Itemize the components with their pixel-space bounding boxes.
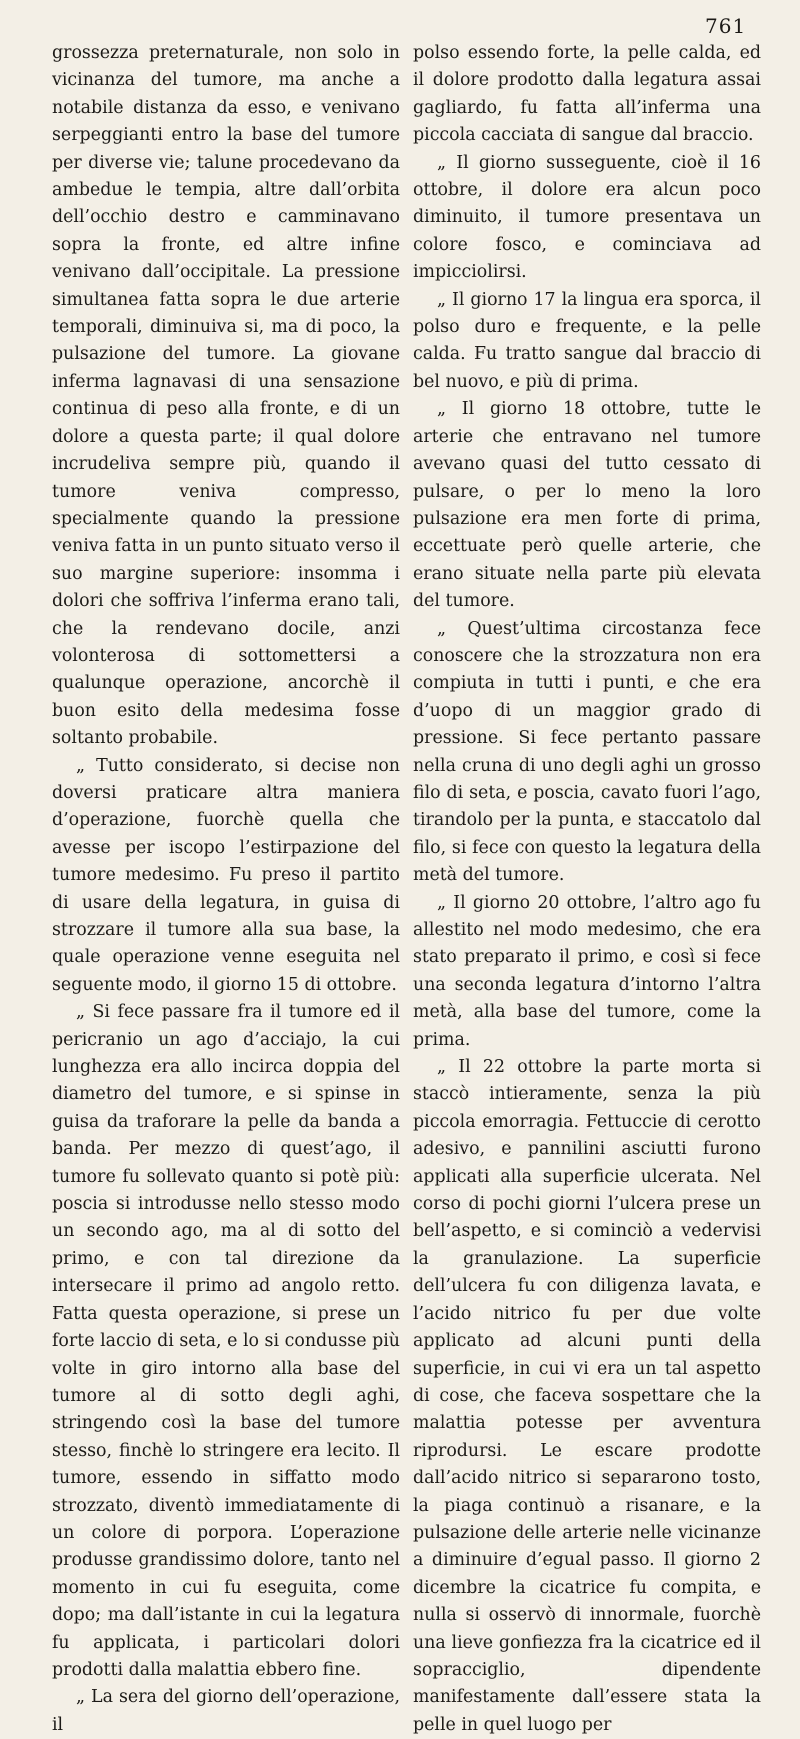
paragraph: „ Quest’ultima circostanza fece conoscere che la strozzatura non era compiuta in tutti i punti, e che era d’uopo di un maggior grado di pressione. Si fece pertanto passare nella cruna di uno degli aghi un grosso filo di seta, e poscia, cavato fuori l’ago, tirandolo per la punta, e staccatolo dal filo, si fece con questo la legatura della metà del tumore. bbox=[413, 618, 761, 886]
paragraph: „ La sera del giorno dell’operazione, il bbox=[52, 1687, 400, 1735]
paragraph: „ Si fece passare fra il tumore ed il pericranio un ago d’acciajo, la cui lunghezza era allo incirca doppia del diametro del tumore, e si spinse in guisa da traforare la pelle da banda a banda. Per mezzo di quest’ago, il tumore fu sollevato quanto si potè più: poscia si introdusse nello stesso modo un secondo ago, ma al di sotto del primo, e con tal direzione da intersecare il primo ad angolo retto. Fatta questa operazione, si prese un forte laccio di seta, e lo si condusse più volte in giro intorno alla base del tumore al di sotto degli aghi, stringendo così la base del tumore stesso, finchè lo stringere era lecito. Il tumore, essendo in siffatto modo strozzato, diventò immediatamente di un colore di porpora. L’operazione produsse grandissimo dolore, tanto nel momento in cui fu eseguita, come dopo; ma dall’istante in cui la legatura fu applicata, i particolari dolori prodotti dalla malattia ebbero fine. bbox=[52, 1002, 400, 1680]
paragraph: „ Il 22 ottobre la parte morta si staccò intieramente, senza la più piccola emorragia. Fettuccie di cerotto adesivo, e pannilini asciutti furono applicati alla superficie ulcerata. Nel corso di pochi giorni l’ulcera prese un bell’aspetto, e si cominciò a vedervisi la granulazione. La superficie dell’ulcera fu con diligenza lavata, e l’acido nitrico fu per due volte applicato ad alcuni punti della superficie, in cui vi era un tal aspetto di cose, che faceva sospettare che la malattia potesse per avventura riprodursi. Le escare prodotte dall’acido nitrico si separarono tosto, la piaga continuò a risanare, e la pulsazione delle arterie nelle vicinanze a diminuire d’egual passo. Il giorno 2 dicembre la cicatrice fu compita, e nulla si osservò di innormale, fuorchè una lieve gonfiezza fra la cicatrice ed il sopracciglio, dipendente manifestamente dall’essere stata la pelle in quel luogo per bbox=[413, 1057, 761, 1735]
paragraph: „ Il giorno 20 ottobre, l’altro ago fu allestito nel modo medesimo, che era stato preparato il primo, e così si fece una seconda legatura d’intorno l’altra metà, alla base del tumore, come la prima. bbox=[413, 892, 761, 1050]
right-column bbox=[413, 40, 761, 1739]
left-column bbox=[52, 40, 400, 1739]
page-number: 761 bbox=[705, 14, 747, 38]
paragraph: „ Il giorno 18 ottobre, tutte le arterie che entravano nel tumore avevano quasi del tutto cessato di pulsare, o per lo meno la loro pulsazione era men forte di prima, eccettuate però quelle arterie, che erano situate nella parte più elevata del tumore. bbox=[413, 399, 761, 612]
paragraph: „ Tutto considerato, si decise non doversi praticare altra maniera d’operazione, fuorchè quella che avesse per iscopo l’estirpazione del tumore medesimo. Fu preso il partito di usare della legatura, in guisa di strozzare il tumore alla sua base, la quale operazione venne eseguita nel seguente modo, il giorno 15 di ottobre. bbox=[52, 755, 400, 995]
paragraph: grossezza preternaturale, non solo in vicinanza del tumore, ma anche a notabile distanza da esso, e venivano serpeggianti entro la base del tumore per diverse vie; talune procedevano da ambedue le tempia, altre dall’orbita dell’occhio destro e camminavano sopra la fronte, ed altre infine venivano dall’occipitale. La pressione simultanea fatta sopra le due arterie temporali, diminuiva si, ma di poco, la pulsazione del tumore. La giovane inferma lagnavasi di una sensazione continua di peso alla fronte, e di un dolore a questa parte; il qual dolore incrudeliva sempre più, quando il tumore veniva compresso, specialmente quando la pressione veniva fatta in un punto situato verso il suo margine superiore: insomma i dolori che soffriva l’inferma erano tali, che la rendevano docile, anzi volonterosa di sottomettersi a qualunque operazione, ancorchè il buon esito della medesima fosse soltanto probabile. bbox=[52, 43, 400, 749]
paragraph: „ Il giorno 17 la lingua era sporca, il polso duro e frequente, e la pelle calda. Fu tratto sangue dal braccio di bel nuovo, e più di prima. bbox=[413, 289, 761, 392]
paragraph: polso essendo forte, la pelle calda, ed il dolore prodotto dalla legatura assai gagliardo, fu fatta all’inferma una piccola cacciata di sangue dal braccio. bbox=[413, 43, 761, 146]
paragraph: „ Il giorno susseguente, cioè il 16 ottobre, il dolore era alcun poco diminuito, il tumore presentava un colore fosco, e cominciava ad impicciolirsi. bbox=[413, 152, 761, 283]
